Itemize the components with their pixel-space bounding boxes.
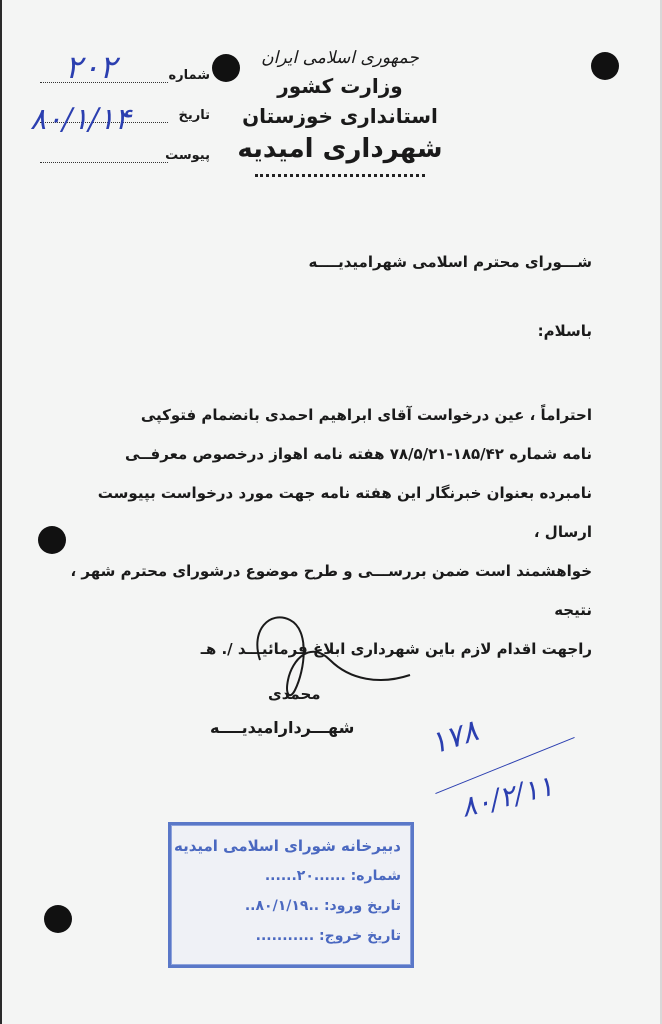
handwritten-note-date: ۸۰/۲/۱۱: [457, 769, 557, 824]
council-secretariat-stamp: [168, 822, 414, 968]
body-line: نامه شماره ۱۸۵/۴۲-۷۸/۵/۲۱ هفته نامه اهواز درخصوص معرفــی: [124, 445, 592, 463]
greeting: باسلام:: [537, 322, 592, 340]
signatory-name: محمدی: [268, 685, 321, 703]
attachment-row: [40, 142, 210, 182]
handwritten-letter-number: ۲۰۲: [65, 48, 117, 86]
stamp-number: شماره: ......۲۰......: [264, 868, 401, 884]
attachment-dotted-line: [40, 162, 168, 163]
date-label: تاریخ: [178, 108, 210, 123]
letterhead-municipality: شهرداری امیدیه: [237, 134, 443, 164]
punch-hole-top-right: [591, 52, 619, 80]
body-line: راجهت اقدام لازم باین شهرداری ابلاغ فرمائیـــد /. هـ: [200, 640, 592, 658]
stamp-title: دبیرخانه شورای اسلامی امیدیه: [174, 837, 401, 855]
signatory-title: شهـــرداراميديــــه: [210, 718, 355, 737]
letterhead-divider: [255, 174, 425, 177]
body-line: احتراماً ، عین درخواست آقای ابراهیم احمدی بانضمام فتوکپی: [140, 406, 592, 424]
letterhead-ministry: وزارت کشور: [277, 74, 403, 98]
handwritten-letter-date: ۸۰/۱/۱۴: [30, 102, 131, 137]
body-line: نامبرده بعنوان خبرنگار این هفته نامه جهت مورد درخواست بپیوست ارسال ،: [97, 484, 592, 541]
letterhead-republic: جمهوری اسلامی ایران: [261, 48, 419, 68]
addressee: شـــورای محترم اسلامی شهرامیدیــــه: [308, 253, 592, 271]
stamp-entry-date: تاریخ ورود: ..۸۰/۱/۱۹..: [244, 898, 401, 914]
body-line: خواهشمند است ضمن بررســـی و طرح موضوع درشورای محترم شهر ، نتیجه: [70, 562, 592, 619]
signature-block: [200, 600, 460, 750]
number-label: شماره: [168, 68, 210, 83]
letterhead: [230, 38, 450, 177]
page-left-edge: [0, 0, 2, 1024]
stamp-exit-date: تاریخ خروج: ...........: [255, 928, 401, 944]
attachment-label: پیوست: [165, 148, 210, 163]
handwritten-note-number: ۱۷۸: [425, 713, 483, 762]
signature-scribble: [200, 600, 460, 710]
punch-hole-bottom: [44, 905, 72, 933]
letterhead-governorate: استانداری خوزستان: [242, 104, 438, 128]
